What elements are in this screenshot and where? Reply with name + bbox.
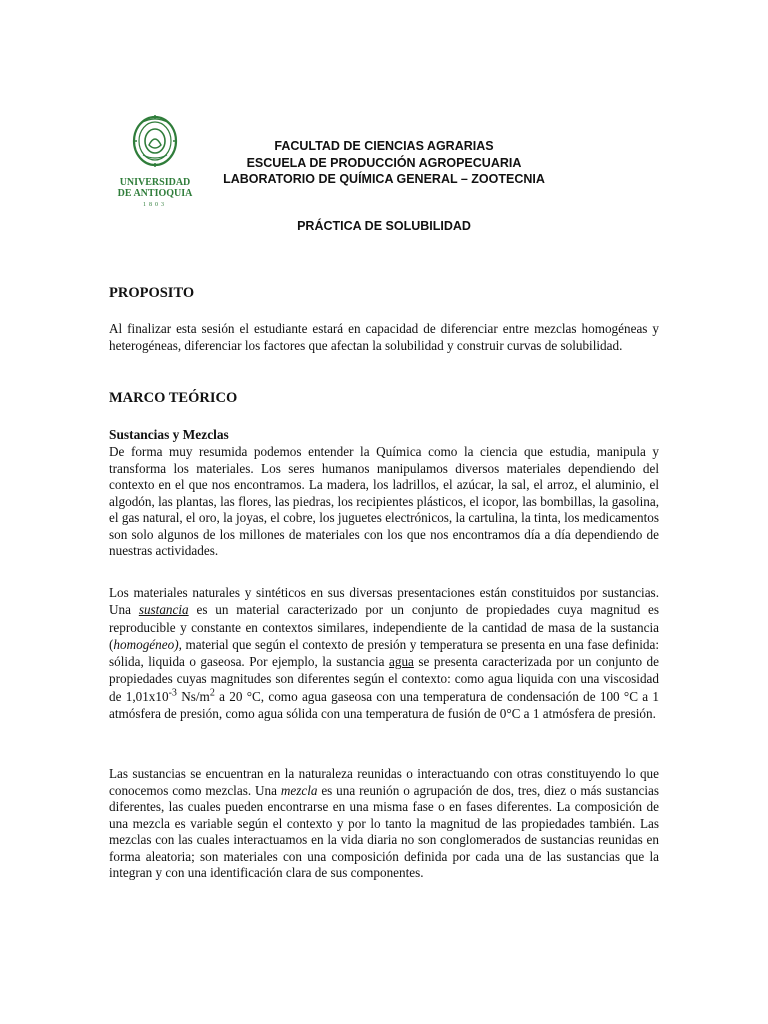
paragraph-1: De forma muy resumida podemos entender la Química como la ciencia que estudia, manipula y transforma los materiales. Los seres humanos manipulamos diversos materiales dependiendo del contexto en el que nos encontramos. La madera, los ladrillos, el azúcar, la sal, el arroz, el aluminio, el algodón, las plantas, las flores, las piedras, los recipientes plásticos, el icopor, las bombillas, la gasolina, el gas natural, el oro, la joyas, el cobre, los juguetes electrónicos, la cartulina, la tinta, los medicamentos son solo algunos de los millones de materiales con los que nos encontramos día a día dependiendo de nuestras actividades.	[109, 444, 659, 558]
section-title-marco: MARCO TEÓRICO	[109, 390, 238, 406]
logo-year: 1803	[143, 202, 167, 208]
section-title-proposito: PROPOSITO	[109, 285, 195, 301]
university-seal-icon	[113, 111, 197, 211]
p2-text-4: se presenta caracterizada por un conjunto de propiedades cuyas magnitudes son diferentes según el contexto: como agua liquida con una viscosidad de 1,01x10	[109, 654, 659, 704]
term-sustancia: sustancia	[138, 602, 189, 618]
p2-text-6: a 20 °C, como agua gaseosa con una temperatura de condensación de 100 °C a 1 atmósfera de presión, como agua sólida con una temperatura de fusión de 0°C a 1 atmósfera de presión.	[109, 688, 660, 722]
term-mezcla: mezcla	[280, 782, 318, 798]
proposito-paragraph: Al finalizar esta sesión el estudiante estará en capacidad de diferenciar entre mezclas homogéneas y heterogéneas, diferenciar los factores que afectan la solubilidad y construir curvas de solubilidad.	[109, 321, 659, 353]
header-laboratory: LABORATORIO DE QUÍMICA GENERAL – ZOOTECNIA	[223, 172, 545, 186]
document-header	[200, 138, 568, 188]
paragraph-2	[109, 584, 659, 722]
p2-text-1: Los materiales naturales y sintéticos en sus diversas presentaciones están constituidos por sustancias. Una	[109, 585, 659, 618]
logo-name-line1: UNIVERSIDAD	[119, 177, 191, 188]
term-agua: agua	[389, 654, 414, 670]
header-faculty: FACULTAD DE CIENCIAS AGRARIAS	[274, 139, 494, 153]
p3-text-2: es una reunión o agrupación de dos, tres, diez o más sustancias diferentes, las cuales pueden encontrarse en una misma fase o en fases diferentes. La composición de una mezcla es variable según el contexto y por lo tanto la magnitud de las propiedades también. Las mezclas con las cuales interactuamos en la vida diaria no son conglomerados de sustancias reunidas en forma aleatoria; son materiales con una composición definida por cada una de las sustancias que la integran y con una identificación clara de sus componentes.	[109, 782, 659, 880]
subsection-title: Sustancias y Mezclas	[109, 427, 229, 442]
logo-name-line2: DE ANTIOQUIA	[117, 188, 193, 199]
exponent-area: 2	[209, 687, 215, 699]
practice-title: PRÁCTICA DE SOLUBILIDAD	[297, 219, 471, 233]
header-school: ESCUELA DE PRODUCCIÓN AGROPECUARIA	[246, 155, 522, 170]
exponent-viscosity: -3	[168, 687, 177, 699]
p2-text-2: es un material caracterizado por un conjunto de propiedades cuya magnitud es reproducible y constante en contextos similares, independiente de la cantidad de masa de la sustancia (	[109, 602, 659, 652]
paragraph-3	[109, 766, 659, 882]
p2-text-5: Ns/m	[176, 688, 210, 704]
term-homogeneo: homogéneo),	[113, 636, 182, 652]
p2-text-3: material que según el contexto de presión y temperatura se presenta en una fase definida: sólida, liquida o gaseosa. Por ejemplo, la sustancia	[109, 636, 659, 670]
university-logo	[113, 111, 197, 211]
p3-text-1: Las sustancias se encuentran en la naturaleza reunidas o interactuando con otras constituyendo lo que conocemos como mezclas. Una	[109, 766, 659, 798]
